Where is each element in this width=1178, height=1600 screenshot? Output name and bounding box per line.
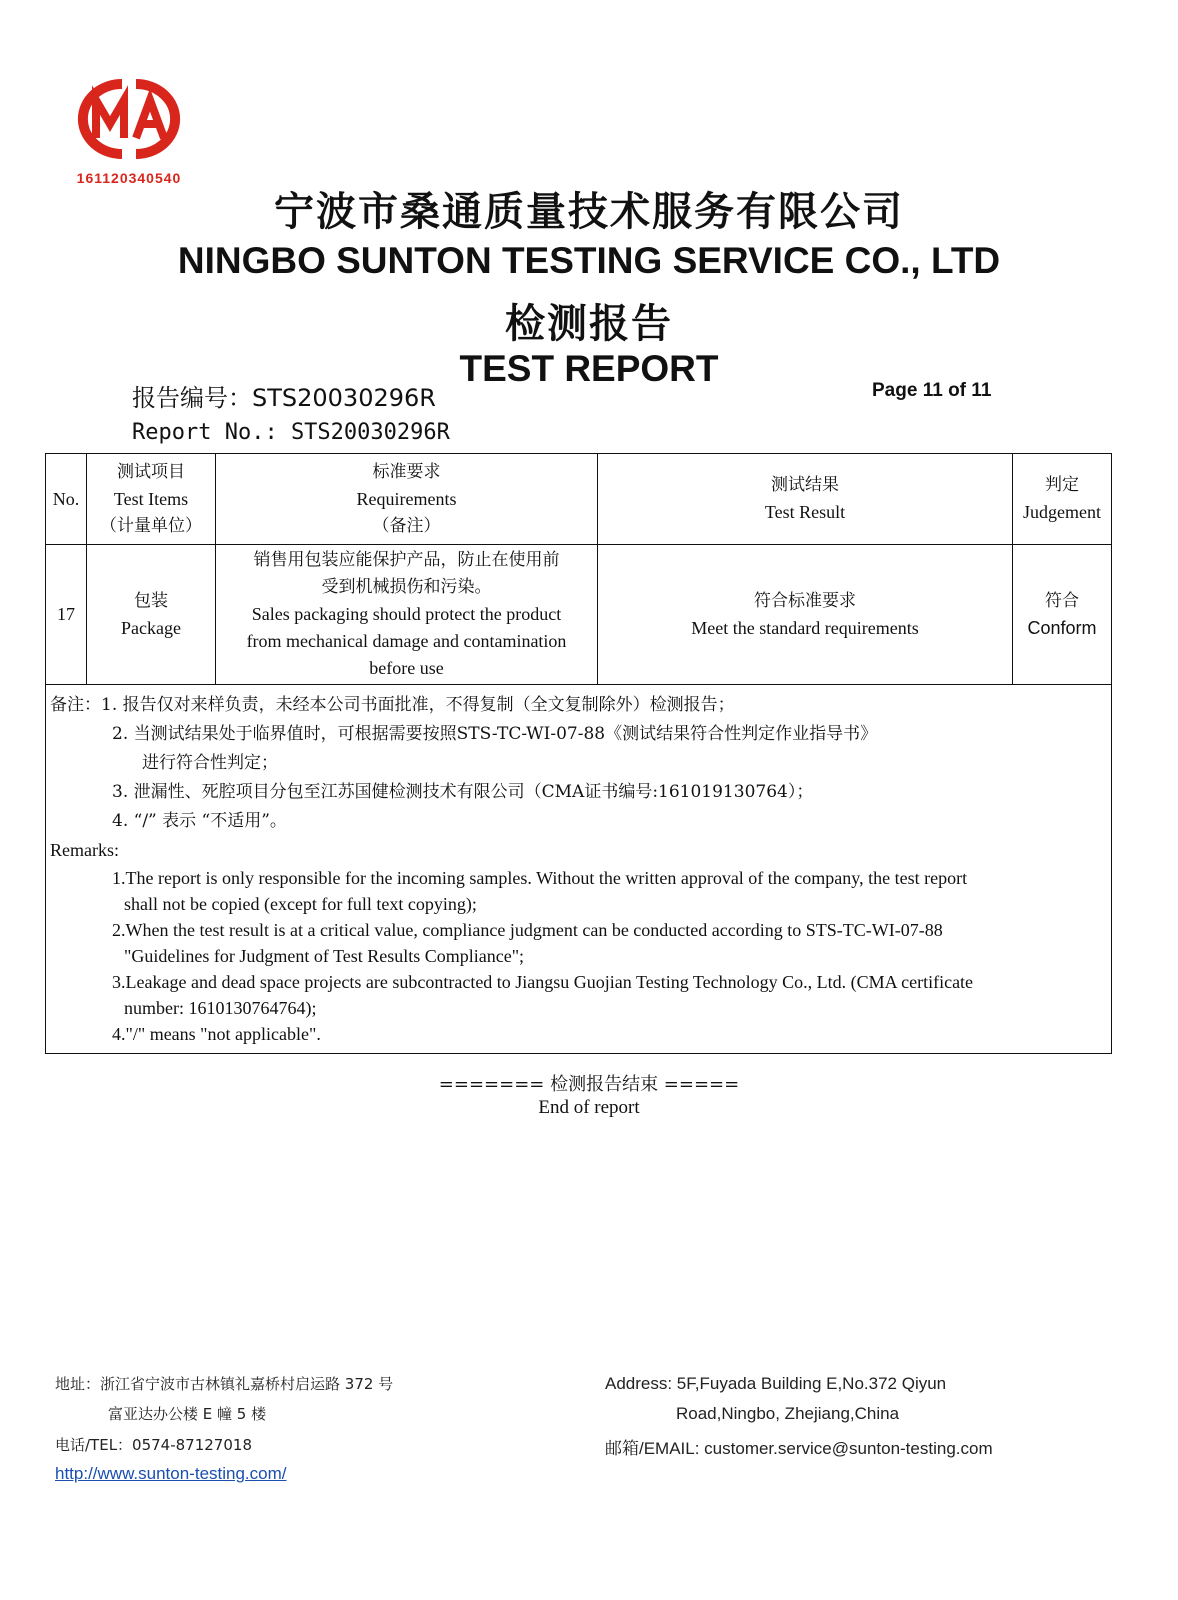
row-judgement: 符合 Conform bbox=[1013, 545, 1112, 685]
page-indicator bbox=[872, 380, 991, 402]
row-test-item: 包装 Package bbox=[87, 545, 216, 685]
footer-address-en-2: Road,Ningbo, Zhejiang,China bbox=[676, 1404, 900, 1423]
report-title-en: TEST REPORT bbox=[459, 348, 719, 389]
header-judgement: 判定 Judgement bbox=[1013, 454, 1112, 545]
company-name-cn: 宁波市桑通质量技术服务有限公司 bbox=[274, 189, 904, 235]
remark-en-1a: 1.The report is only responsible for the incoming samples. Without the written approval of the company, the test report bbox=[112, 868, 968, 888]
remark-cn-4: 4. “/” 表示 “不适用”。 bbox=[112, 811, 287, 831]
remark-cn-label: 备注： bbox=[50, 695, 101, 715]
header-no: No. bbox=[46, 454, 87, 545]
row-requirement: 销售用包装应能保护产品，防止在使用前 受到机械损伤和污染。 Sales packaging should protect the product from mechanical damage and contamination before use bbox=[216, 545, 598, 685]
page-label: Page bbox=[872, 380, 918, 401]
page-current: 11 bbox=[922, 380, 943, 401]
header-test-items: 测试项目 Test Items （计量单位） bbox=[87, 454, 216, 545]
footer-address-cn-2: 富亚达办公楼 E 幢 5 楼 bbox=[108, 1405, 267, 1423]
page-total: 11 bbox=[971, 380, 992, 401]
footer-email: 邮箱/EMAIL: customer.service@sunton-testing.com bbox=[605, 1439, 993, 1458]
remark-en-4: 4."/" means "not applicable". bbox=[112, 1024, 321, 1044]
cma-logo bbox=[62, 78, 196, 160]
remark-cn-3: 3. 泄漏性、死腔项目分包至江苏国健检测技术有限公司（CMA证书编号:161019130764）； bbox=[112, 782, 814, 802]
remark-cn-2b: 进行符合性判定； bbox=[142, 753, 278, 773]
remark-cn-2a: 2. 当测试结果处于临界值时，可根据需要按照STS-TC-WI-07-88《测试结果符合性判定作业指导书》 bbox=[112, 724, 878, 744]
table-row bbox=[46, 545, 1112, 685]
table-header-row bbox=[46, 454, 1112, 545]
row-no: 17 bbox=[46, 545, 87, 685]
remarks-row bbox=[46, 685, 1112, 1054]
header-test-result: 测试结果 Test Result bbox=[598, 454, 1013, 545]
remark-en-label: Remarks: bbox=[50, 840, 119, 860]
remark-en-3a: 3.Leakage and dead space projects are subcontracted to Jiangsu Guojian Testing Technology Co., Ltd. (CMA certificate bbox=[112, 972, 974, 992]
footer-website-link[interactable]: http://www.sunton-testing.com/ bbox=[55, 1464, 287, 1483]
remarks-cell bbox=[46, 685, 1112, 1054]
remark-en-1b: shall not be copied (except for full text copying); bbox=[124, 894, 477, 914]
remark-en-3b: number: 1610130764764); bbox=[124, 998, 317, 1018]
remark-en-2b: "Guidelines for Judgment of Test Results Compliance"; bbox=[124, 946, 525, 966]
header-requirements: 标准要求 Requirements （备注） bbox=[216, 454, 598, 545]
report-title-cn: 检测报告 bbox=[505, 301, 673, 347]
company-name-en: NINGBO SUNTON TESTING SERVICE CO., LTD bbox=[177, 240, 1001, 281]
page-of: of bbox=[948, 380, 967, 401]
footer-tel: 电话/TEL：0574-87127018 bbox=[55, 1436, 252, 1454]
remark-en-2a: 2.When the test result is at a critical value, compliance judgment can be conducted according to STS-TC-WI-07-88 bbox=[112, 920, 943, 940]
end-of-report-cn: ======= 检测报告结束 ===== bbox=[438, 1074, 740, 1095]
end-of-report-en: End of report bbox=[538, 1097, 640, 1118]
report-number-en: Report No.: STS20030296R bbox=[132, 420, 450, 445]
remark-cn-1: 备注：1. 报告仅对来样负责，未经本公司书面批准，不得复制（全文复制除外）检测报告； bbox=[50, 695, 735, 715]
footer-address-cn-1: 地址：浙江省宁波市古林镇礼嘉桥村启运路 372 号 bbox=[55, 1375, 394, 1393]
report-number-cn: 报告编号：STS20030296R bbox=[132, 384, 436, 412]
cma-number: 161120340540 bbox=[76, 170, 182, 186]
footer-address-en-1: Address: 5F,Fuyada Building E,No.372 Qiyun bbox=[605, 1374, 947, 1393]
test-result-table bbox=[45, 453, 1112, 1054]
row-test-result: 符合标准要求 Meet the standard requirements bbox=[598, 545, 1013, 685]
